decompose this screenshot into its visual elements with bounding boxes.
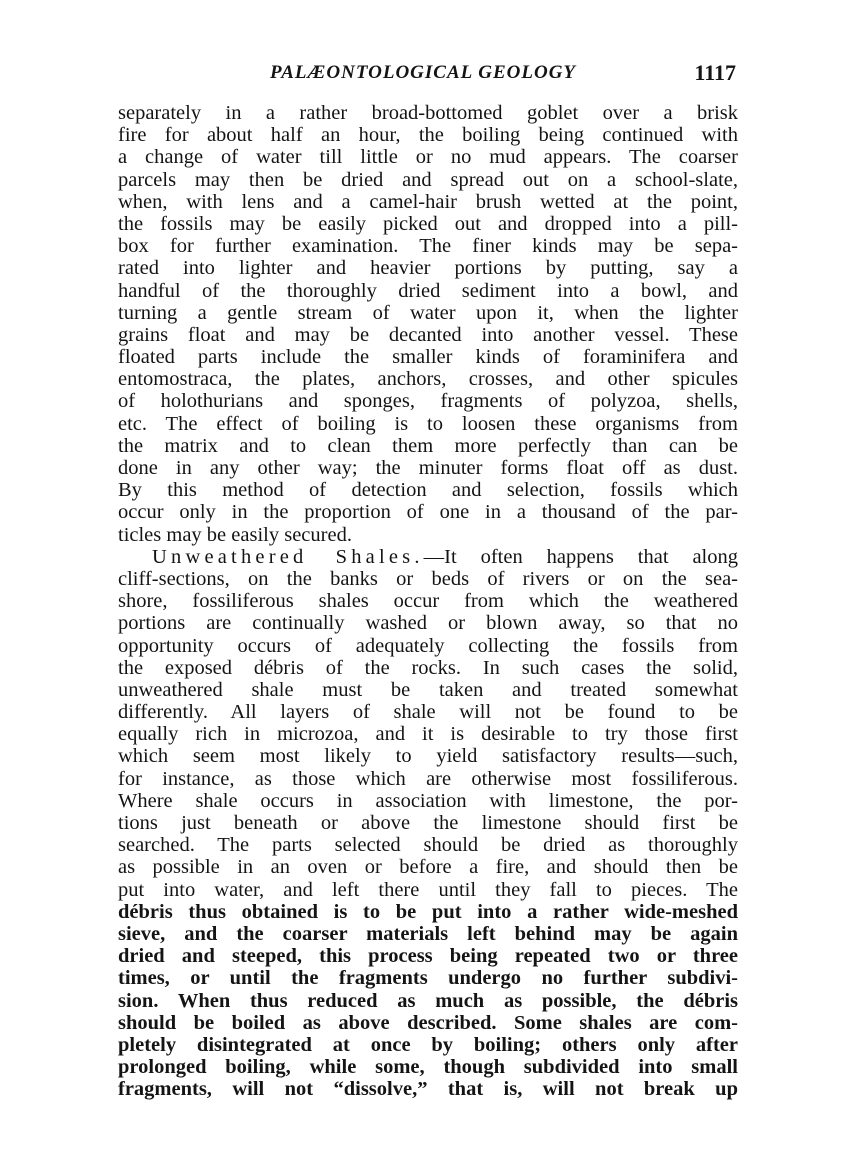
text-line: floated parts include the smaller kinds of foraminifera and xyxy=(118,346,738,369)
paragraph-unweathered-shales xyxy=(118,546,738,1101)
text-line: box for further examination. The finer kinds may be sepa- xyxy=(118,235,738,258)
text-line: occur only in the proportion of one in a thousand of the par- xyxy=(118,501,738,524)
text-line: separately in a rather broad-bottomed goblet over a brisk xyxy=(118,102,738,124)
text-line: turning a gentle stream of water upon it, when the lighter xyxy=(118,301,738,324)
running-head xyxy=(118,60,738,90)
text-line: dried and steeped, this process being repeated two or three xyxy=(118,945,738,968)
text-line: Where shale occurs in association with limestone, the por- xyxy=(118,789,738,812)
text-line: equally rich in microzoa, and it is desirable to try those first xyxy=(118,723,738,746)
text-line: the matrix and to clean them more perfectly than can be xyxy=(118,434,738,457)
text-line: put into water, and left there until they fall to pieces. The xyxy=(118,878,738,901)
body-text xyxy=(118,102,738,1100)
text-line: pletely disintegrated at once by boiling; others only after xyxy=(118,1033,738,1056)
section-heading: Unweathered Shales. xyxy=(152,545,424,568)
paragraph-first-line xyxy=(118,546,738,568)
text-line: as possible in an oven or before a fire, and should then be xyxy=(118,856,738,879)
text-line: opportunity occurs of adequately collecting the fossils from xyxy=(118,634,738,657)
text-line: differently. All layers of shale will not be found to be xyxy=(118,701,738,724)
text-line: prolonged boiling, while some, though subdivided into small xyxy=(118,1056,738,1079)
text-line: times, or until the fragments undergo no further subdivi- xyxy=(118,967,738,990)
text-line: unweathered shale must be taken and treated somewhat xyxy=(118,678,738,701)
text-line: the exposed débris of the rocks. In such cases the solid, xyxy=(118,656,738,679)
text-line: ticles may be easily secured. xyxy=(118,523,352,546)
text-line: searched. The parts selected should be dried as thoroughly xyxy=(118,834,738,857)
text-line: grains float and may be decanted into another vessel. These xyxy=(118,323,738,346)
text-line: cliff-sections, on the banks or beds of rivers or on the sea- xyxy=(118,567,738,590)
text-line: rated into lighter and heavier portions by putting, say a xyxy=(118,257,738,280)
text-line: etc. The effect of boiling is to loosen these organisms from xyxy=(118,412,738,435)
text-line: fire for about half an hour, the boiling being continued with xyxy=(118,124,738,147)
text-line: sion. When thus reduced as much as possible, the débris xyxy=(118,989,738,1012)
text-line: handful of the thoroughly dried sediment into a bowl, and xyxy=(118,279,738,302)
text-line: sieve, and the coarser materials left behind may be again xyxy=(118,922,738,945)
text-line: a change of water till little or no mud appears. The coarser xyxy=(118,146,738,169)
text-line: fragments, will not “dissolve,” that is, will not break up xyxy=(118,1078,738,1101)
text-line: the fossils may be easily picked out and dropped into a pill- xyxy=(118,212,738,235)
text-line: portions are continually washed or blown away, so that no xyxy=(118,612,738,635)
text-line: tions just beneath or above the limestone should first be xyxy=(118,812,738,834)
text-line: parcels may then be dried and spread out on a school-slate, xyxy=(118,168,738,191)
text-line: for instance, as those which are otherwise most fossiliferous. xyxy=(118,767,738,790)
running-title: PALÆONTOLOGICAL GEOLOGY xyxy=(270,62,577,83)
text-line: when, with lens and a camel-hair brush wetted at the point, xyxy=(118,190,738,213)
text-line: done in any other way; the minuter forms float off as dust. xyxy=(118,457,738,479)
text-line: By this method of detection and selection, fossils which xyxy=(118,479,738,502)
text-line: shore, fossiliferous shales occur from which the weathered xyxy=(118,590,738,613)
text-line: of holothurians and sponges, fragments of polyzoa, shells, xyxy=(118,390,738,413)
text-line: entomostraca, the plates, anchors, crosses, and other spicules xyxy=(118,368,738,391)
text-line: should be boiled as above described. Some shales are com- xyxy=(118,1011,738,1034)
text-line: débris thus obtained is to be put into a rather wide-meshed xyxy=(118,900,738,923)
text-line: which seem most likely to yield satisfactory results—such, xyxy=(118,745,738,768)
page-number: 1117 xyxy=(694,60,736,85)
text-span: —It often happens that along xyxy=(423,545,738,568)
paragraph-microzoa-boiling xyxy=(118,102,738,546)
